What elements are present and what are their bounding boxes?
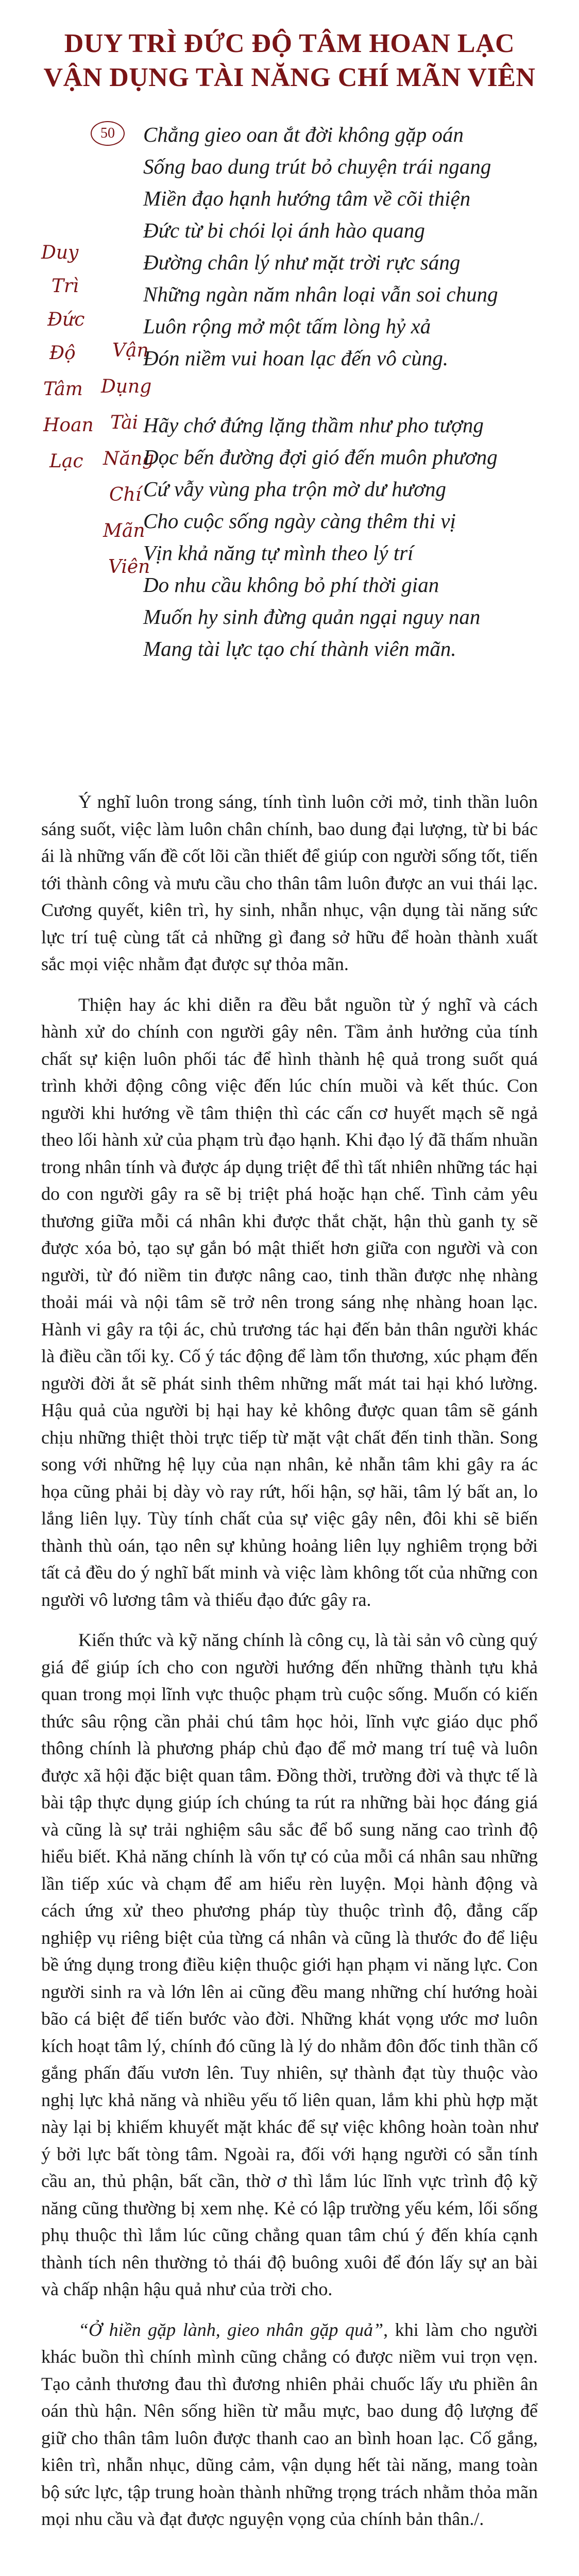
deco-left-word: Duy [41, 242, 79, 263]
poem-line: Đường chân lý như mặt trời rực sáng [143, 250, 461, 274]
poem-line: Dọc bến đường đợi gió đến muôn phương [143, 445, 498, 469]
poem-line: Luôn rộng mở một tấm lòng hỷ xả [143, 314, 431, 338]
paragraph-2: Thiện hay ác khi diễn ra đều bắt nguồn từ ý nghĩ và cách hành xử do chính con người gây nên. Tầm ảnh hưởng của tính chất sự kiện luôn phối tác để hình thành hệ quả trong suốt quá trình khởi động công việc đến lúc chín muồi và kết thúc. Con người khi hướng về tâm thiện thì các cấn cơ huyết mạch sẽ ngả theo lối hành xử của phạm trù đạo hạnh. Khi đạo lý đã thấm nhuần trong nhân tính và được áp dụng triệt để thì tất nhiên những tác hại do con người gây ra sẽ bị triệt phá hoặc hạn chế. Tình cảm yêu thương giữa mỗi cá nhân khi được thắt chặt, hận thù ganh tỵ sẽ được xóa bỏ, tạo sự gắn bó mật thiết hơn giữa con người và con người, từ đó niềm tin được nâng cao, tinh thần được nhẹ nhàng thoải mái và nội tâm sẽ trở nên trong sáng nhẹ nhàng hoan lạc. Hành vi gây ra tội ác, chủ trương tác hại đến bản thân người khác là điều cần tối kỵ. Cố ý tác động để làm tổn thương, xúc phạm đến người đời ắt sẽ phát sinh thêm những mất mát tai hại khó lường. Hậu quả của người bị hại hay kẻ không được quan tâm sẽ gánh chịu những thiệt thòi trực tiếp từ mặt vật chất đến tinh thần. Song song với những hệ lụy của nạn nhân, kẻ nhẫn tâm khi gây ra ác họa cũng phải bị dày vò ray rứt, hối hận, sợ hãi, tâm lý bất an, lo lắng liên lụy. Tùy tính chất của sự việc gây nên, đôi khi sẽ biến thành thù oán, tạo nên sự khủng hoảng liên lụy nghiêm trọng bởi tất cả đều do ý nghĩ bất minh và việc làm không tốt của những con người vô lương tâm và thiếu đạo đức gây ra. [41, 994, 538, 1610]
deco-right-word: Chí [109, 484, 142, 505]
deco-left-word: Lạc [49, 451, 83, 472]
title-line-2: VẬN DỤNG TÀI NĂNG CHÍ MÃN VIÊN [43, 63, 536, 92]
deco-right-word: Năng [103, 448, 155, 469]
poem-line: Hãy chớ đứng lặng thầm như pho tượng [143, 413, 484, 437]
poem-line: Do nhu cầu không bỏ phí thời gian [143, 573, 439, 597]
paragraph-3: Kiến thức và kỹ năng chính là công cụ, là tài sản vô cùng quý giá để giúp ích cho con người hướng đến những thành tựu khả quan trong mọi lĩnh vực thuộc phạm trù cuộc sống. Muốn có kiến thức sâu rộng cần phải chú tâm học hỏi, lĩnh vực giáo dục phổ thông chính là phương pháp chủ đạo để mở mang trí tuệ và luôn được xã hội đặc biệt quan tâm. Đồng thời, trường đời và thực tế là bài tập thực dụng giúp ích chúng ta rút ra những bài học đáng giá và cũng là sự trải nghiệm sâu sắc để bổ sung năng cao trình độ hiểu biết. Khả năng chính là vốn tự có của mỗi cá nhân sau những lần tiếp xúc và chạm để am hiểu rèn luyện. Mọi hành động và cách ứng xử theo phương pháp tùy thuộc trình độ, đẳng cấp nghiệp vụ riêng biệt của từng cá nhân và cũng là thước đo để liệu bề ứng dụng trong điều kiện thuộc giới hạn phạm vi năng lực. Con người sinh ra và lớn lên ai cũng đều mang những chí hướng hoài bão cá biệt để tiến bước vào đời. Những khát vọng ước mơ luôn kích hoạt tâm lý, chính đó cũng là lý do nhằm đôn đốc tinh thần cố gắng phấn đấu vươn lên. Tuy nhiên, sự thành đạt tùy thuộc vào nghị lực khả năng và nhiều yếu tố liên quan, lắm khi phù hợp mặt này lại bị khiếm khuyết mặt khác để sự việc không hoàn toàn như ý bởi lực bất tòng tâm. Ngoài ra, đối với hạng người có sẵn tính cầu an, thủ phận, bất cần, thờ ơ thì lắm lúc lĩnh vực trình độ kỹ năng cũng thường bị xem nhẹ. Kẻ có lập trường yếu kém, lối sống phụ thuộc thì lắm lúc cũng chẳng quan tâm chú ý đến khía cạnh thành tích nên thường tỏ thái độ buông xuôi để đón lấy sự an bài và chấp nhận hậu quả như của trời cho. [41, 1630, 538, 2299]
poem-line: Mang tài lực tạo chí thành viên mãn. [143, 637, 456, 660]
proverb-quote: “Ở hiền gặp lành, gieo nhân gặp quả” [78, 2319, 384, 2340]
poem-stanza-2 [143, 409, 555, 665]
deco-right-word: Tài [110, 412, 139, 433]
page-title [0, 27, 579, 95]
poem-line: Sống bao dung trút bỏ chuyện trái ngang [143, 155, 491, 178]
deco-left-word: Tâm [43, 379, 83, 400]
poem-stanza-1 [143, 118, 555, 374]
deco-right-word: Viên [108, 556, 150, 578]
poem-line: Vịn khả năng tự mình theo lý trí [143, 541, 414, 565]
body-text [41, 788, 538, 2546]
poem-line: Đón niềm vui hoan lạc đến vô cùng. [143, 346, 449, 370]
deco-right-word: Dụng [101, 376, 152, 397]
title-line-1: DUY TRÌ ĐỨC ĐỘ TÂM HOAN LẠC [64, 29, 515, 58]
deco-left-word: Hoan [43, 415, 94, 436]
page-number-badge: 50 [91, 121, 125, 146]
poem-line: Muốn hy sinh đừng quản ngại nguy nan [143, 605, 481, 629]
deco-left-word: Đức [47, 309, 85, 330]
deco-left-word: Độ [49, 343, 76, 364]
poem-line: Những ngàn năm nhân loại vẫn soi chung [143, 282, 498, 306]
deco-right-word: Mãn [103, 520, 145, 541]
paragraph-4-text: , khi làm cho người khác buồn thì chính mình cũng chẳng có được niềm vui trọn vẹn. Tạo cảnh thương đau thì đương nhiên phải chuốc lấy ưu phiền ân oán thù hận. Nên sống hiền từ mẫu mực, bao dung độ lượng để giữ cho thân tâm luôn được thanh cao an bình hoan lạc. Cố gắng, kiên trì, nhẫn nhục, dũng cảm, vận dụng hết tài năng, mang toàn bộ sức lực, tập trung hoàn thành những trọng trách nhằm thỏa mãn mọi nhu cầu và đạt được nguyện vọng của chính bản thân./. [41, 2319, 538, 2529]
poem-line: Miền đạo hạnh hướng tâm về cõi thiện [143, 187, 471, 210]
poem [143, 118, 555, 665]
paragraph-4 [41, 2316, 538, 2533]
poem-line: Cứ vẫy vùng pha trộn mờ dư hương [143, 477, 446, 501]
poem-line: Đức từ bi chói lọi ánh hào quang [143, 218, 425, 242]
deco-left-word: Trì [52, 276, 79, 297]
paragraph-1: Ý nghĩ luôn trong sáng, tính tình luôn cởi mở, tinh thần luôn sáng suốt, việc làm luôn chân chính, bao dung đại lượng, từ bi bác ái là những vấn đề cốt lõi cần thiết để giúp con người sống tốt, tiến tới thành công và mưu cầu cho thân tâm luôn được an vui thái lạc. Cương quyết, kiên trì, hy sinh, nhẫn nhục, vận dụng tài năng sức lực trí tuệ cùng tất cả những gì đang sở hữu để hoàn thành xuất sắc mọi việc nhằm đạt được sự thỏa mãn. [41, 791, 538, 974]
deco-right-word: Vận [112, 340, 149, 361]
poem-line: Chẳng gieo oan ắt đời không gặp oán [143, 123, 464, 146]
poem-line: Cho cuộc sống ngày càng thêm thi vị [143, 509, 456, 533]
